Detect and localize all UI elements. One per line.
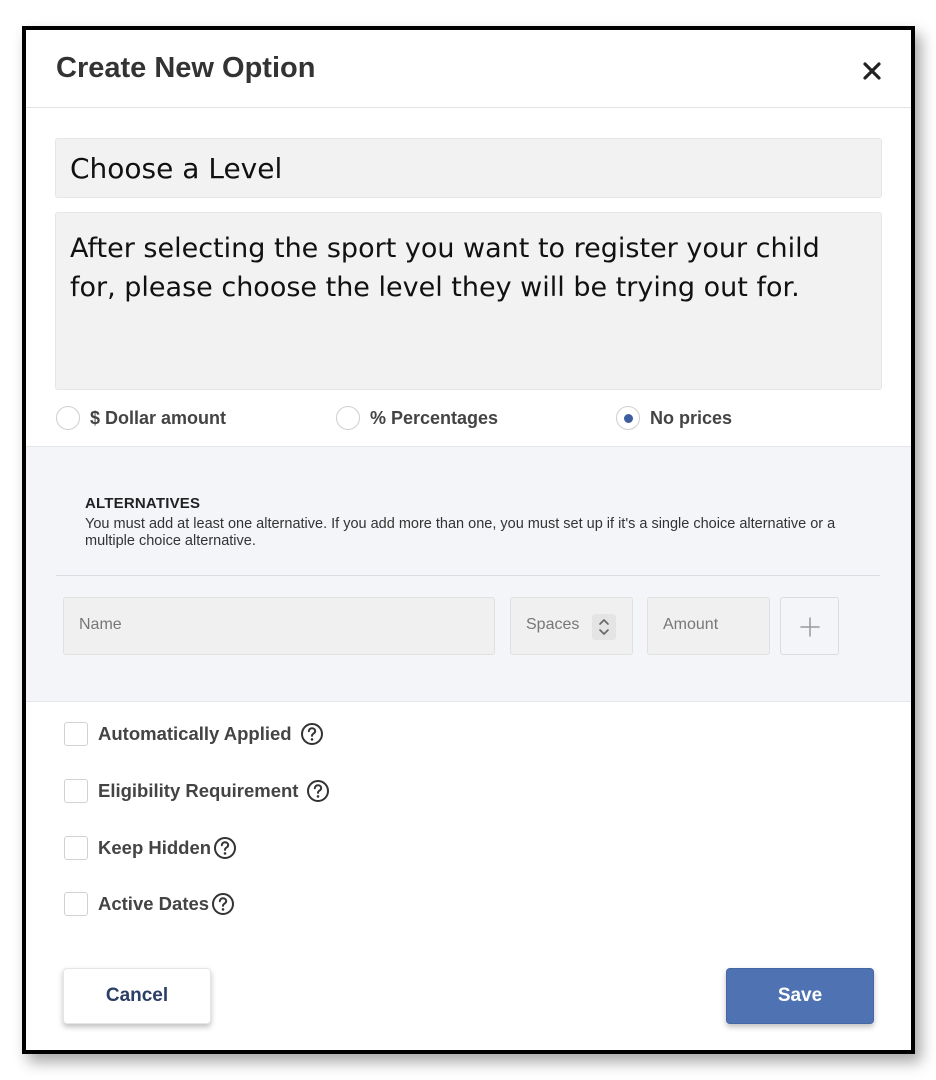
alternative-name-input[interactable] [63, 597, 495, 655]
alternatives-section [26, 446, 911, 702]
setting-automatically-applied [64, 722, 324, 746]
stepper-icon[interactable] [592, 614, 616, 640]
checkbox-label: Automatically Applied [98, 723, 292, 744]
setting-eligibility-requirement [64, 779, 330, 803]
question-circle-icon[interactable] [300, 722, 324, 746]
close-icon[interactable] [861, 60, 883, 82]
alternatives-title: ALTERNATIVES [85, 495, 201, 512]
dialog-title: Create New Option [56, 52, 316, 84]
setting-active-dates [64, 892, 235, 916]
radio-circle[interactable] [336, 406, 360, 430]
checkbox-label: Eligibility Requirement [98, 780, 299, 801]
keep-hidden-checkbox[interactable] [64, 836, 88, 860]
setting-keep-hidden [64, 836, 237, 860]
plus-icon [800, 617, 820, 637]
alternative-spaces-input[interactable] [510, 597, 633, 655]
radio-label: No prices [650, 407, 733, 428]
save-button[interactable]: Save [726, 968, 874, 1024]
divider [56, 575, 880, 576]
radio-percentages[interactable] [336, 406, 498, 430]
radio-circle-selected[interactable] [616, 406, 640, 430]
checkbox-label: Active Dates [98, 893, 210, 914]
radio-no-prices[interactable] [616, 406, 732, 430]
input-placeholder: Spaces [526, 616, 580, 633]
create-option-dialog [22, 26, 915, 1054]
radio-label: $ Dollar amount [90, 407, 227, 428]
option-description-textarea[interactable]: After selecting the sport you want to register your child for, please choose the level they will be trying out for. [55, 212, 882, 390]
pricing-radio-group [56, 406, 896, 432]
cancel-button[interactable]: Cancel [63, 968, 211, 1024]
add-alternative-button[interactable] [780, 597, 839, 655]
alternatives-description: You must add at least one alternative. If you add more than one, you must set up if it's a single choice alternative or a multiple choice alternative. [85, 516, 836, 549]
dialog-header [26, 30, 911, 108]
input-placeholder: Amount [663, 616, 719, 633]
question-circle-icon[interactable] [213, 836, 237, 860]
option-name-input[interactable]: Choose a Level [55, 138, 882, 198]
automatically-applied-checkbox[interactable] [64, 722, 88, 746]
radio-label: % Percentages [370, 407, 499, 428]
question-circle-icon[interactable] [306, 779, 330, 803]
alternative-amount-input[interactable] [647, 597, 770, 655]
eligibility-requirement-checkbox[interactable] [64, 779, 88, 803]
radio-dollar-amount[interactable] [56, 406, 226, 430]
question-circle-icon[interactable] [211, 892, 235, 916]
radio-circle[interactable] [56, 406, 80, 430]
input-placeholder: Name [79, 616, 122, 633]
active-dates-checkbox[interactable] [64, 892, 88, 916]
checkbox-label: Keep Hidden [98, 837, 212, 858]
